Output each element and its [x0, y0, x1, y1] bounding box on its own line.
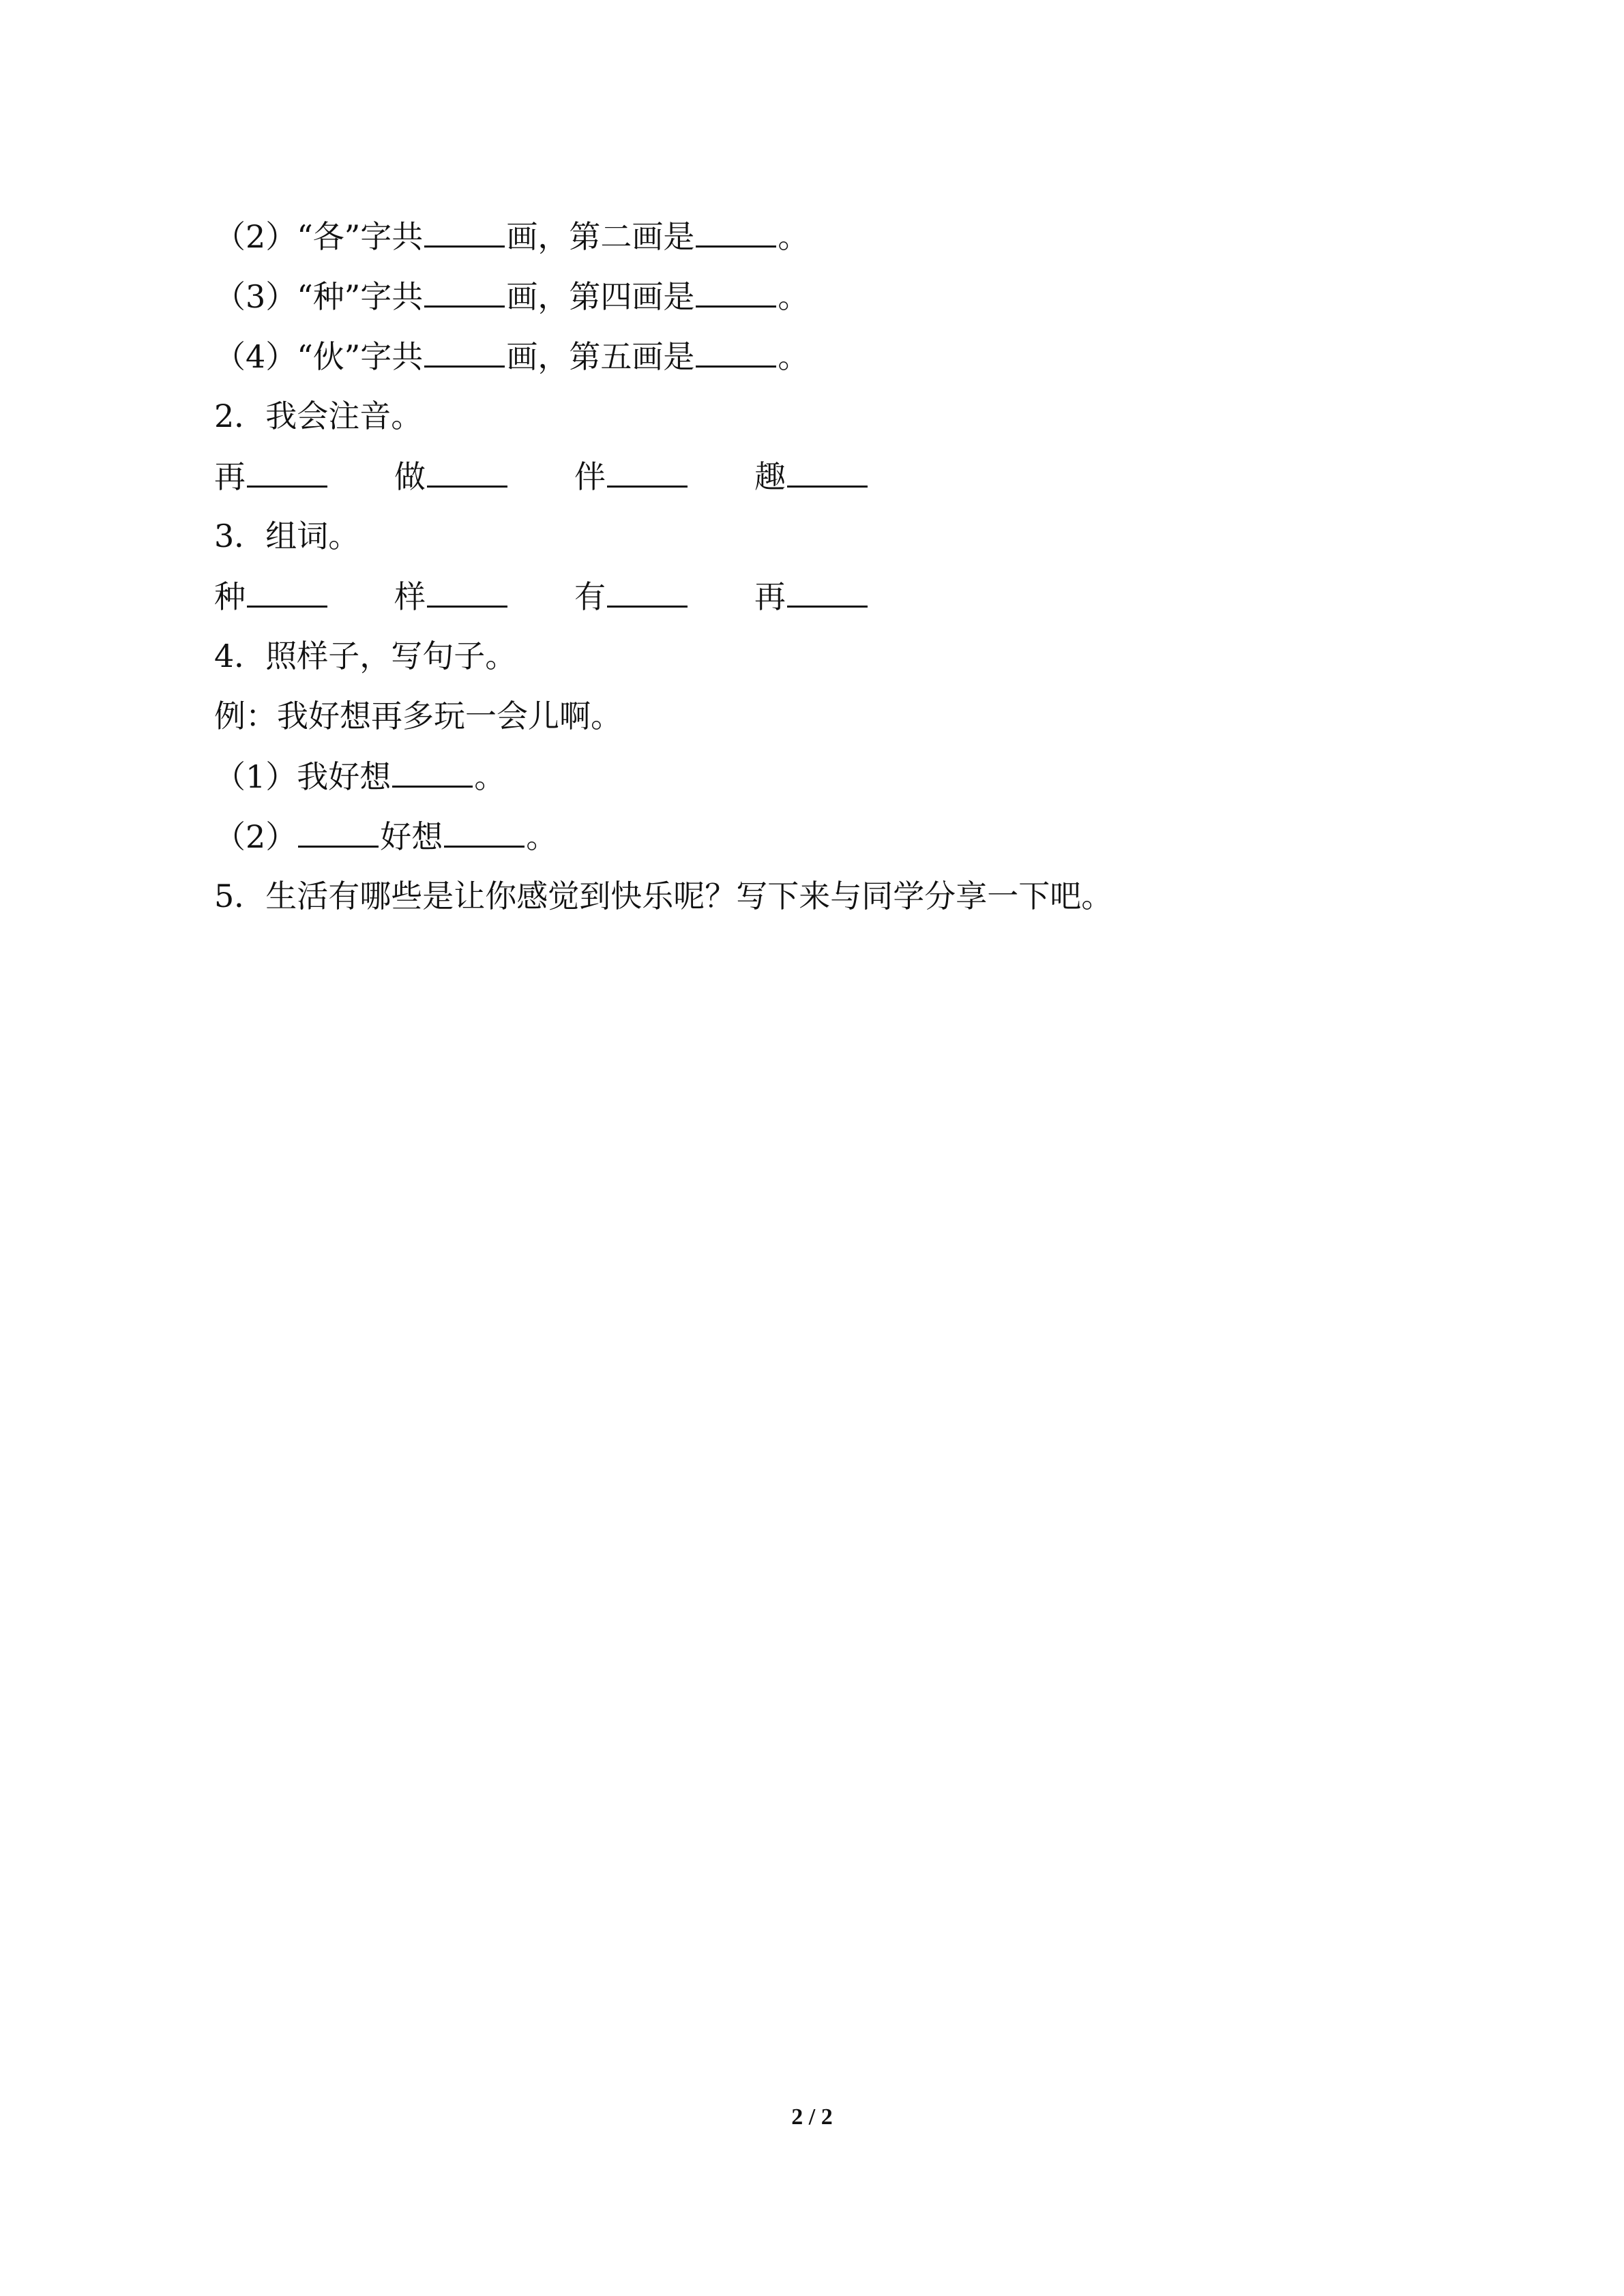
- answer-blank[interactable]: [247, 456, 327, 488]
- q2-title: 2．我会注音。: [214, 398, 423, 434]
- q4-example: 例：我好想再多玩一会儿啊。: [214, 698, 622, 734]
- q4-item-1: [214, 756, 505, 797]
- stroke-item-mid: 画，第五画是: [506, 338, 695, 375]
- q2-pinyin-row: [214, 456, 934, 497]
- answer-blank[interactable]: [607, 456, 688, 488]
- stroke-item-prefix: （3）“种”字共: [214, 278, 424, 315]
- pinyin-char: 再: [214, 458, 246, 495]
- q4-item-1-prefix: （1）我好想: [214, 758, 392, 795]
- answer-blank[interactable]: [392, 756, 473, 788]
- answer-blank[interactable]: [247, 576, 327, 608]
- word-cell: [394, 576, 574, 617]
- word-char: 再: [754, 578, 786, 615]
- answer-blank[interactable]: [696, 336, 776, 368]
- stroke-item-mid: 画，第四画是: [506, 278, 695, 315]
- pinyin-cell: [214, 456, 394, 497]
- answer-blank[interactable]: [298, 816, 379, 848]
- answer-blank[interactable]: [427, 456, 507, 488]
- answer-blank[interactable]: [696, 215, 776, 248]
- stroke-item-4: [214, 336, 809, 377]
- page-number: 2 / 2: [791, 2104, 833, 2130]
- answer-blank[interactable]: [787, 576, 868, 608]
- q4-item-2: [214, 816, 557, 857]
- q4-item-2-end: 。: [526, 818, 558, 855]
- pinyin-cell: [754, 456, 934, 497]
- word-cell: [214, 576, 394, 617]
- q4-item-2-mid: 好想: [380, 818, 443, 855]
- answer-blank[interactable]: [424, 336, 505, 368]
- word-cell: [754, 576, 934, 617]
- q3-title: 3．组词。: [214, 518, 360, 554]
- stroke-item-prefix: （4）“伙”字共: [214, 338, 424, 375]
- stroke-item-mid: 画，第二画是: [506, 218, 695, 255]
- stroke-item-2: [214, 215, 809, 257]
- pinyin-char: 做: [394, 458, 426, 495]
- stroke-item-end: 。: [778, 218, 810, 255]
- stroke-item-prefix: （2）“各”字共: [214, 218, 424, 255]
- q3-word-row: [214, 576, 934, 617]
- word-char: 种: [214, 578, 246, 615]
- word-char: 有: [574, 578, 606, 615]
- answer-blank[interactable]: [444, 816, 525, 848]
- answer-blank[interactable]: [696, 275, 776, 308]
- answer-blank[interactable]: [427, 576, 507, 608]
- q5-title: 5．生活有哪些是让你感觉到快乐呢？写下来与同学分享一下吧。: [214, 878, 1113, 914]
- pinyin-char: 趣: [754, 458, 786, 495]
- answer-blank[interactable]: [607, 576, 688, 608]
- answer-blank[interactable]: [424, 275, 505, 308]
- stroke-item-end: 。: [778, 338, 810, 375]
- answer-blank[interactable]: [424, 215, 505, 248]
- q4-item-2-prefix: （2）: [214, 818, 297, 855]
- q4-title: 4．照样子，写句子。: [214, 638, 517, 674]
- word-cell: [574, 576, 754, 617]
- stroke-item-end: 。: [778, 278, 810, 315]
- q4-item-1-end: 。: [474, 758, 506, 795]
- stroke-item-3: [214, 275, 809, 317]
- pinyin-cell: [394, 456, 574, 497]
- pinyin-cell: [574, 456, 754, 497]
- pinyin-char: 伴: [574, 458, 606, 495]
- answer-blank[interactable]: [787, 456, 868, 488]
- word-char: 样: [394, 578, 426, 615]
